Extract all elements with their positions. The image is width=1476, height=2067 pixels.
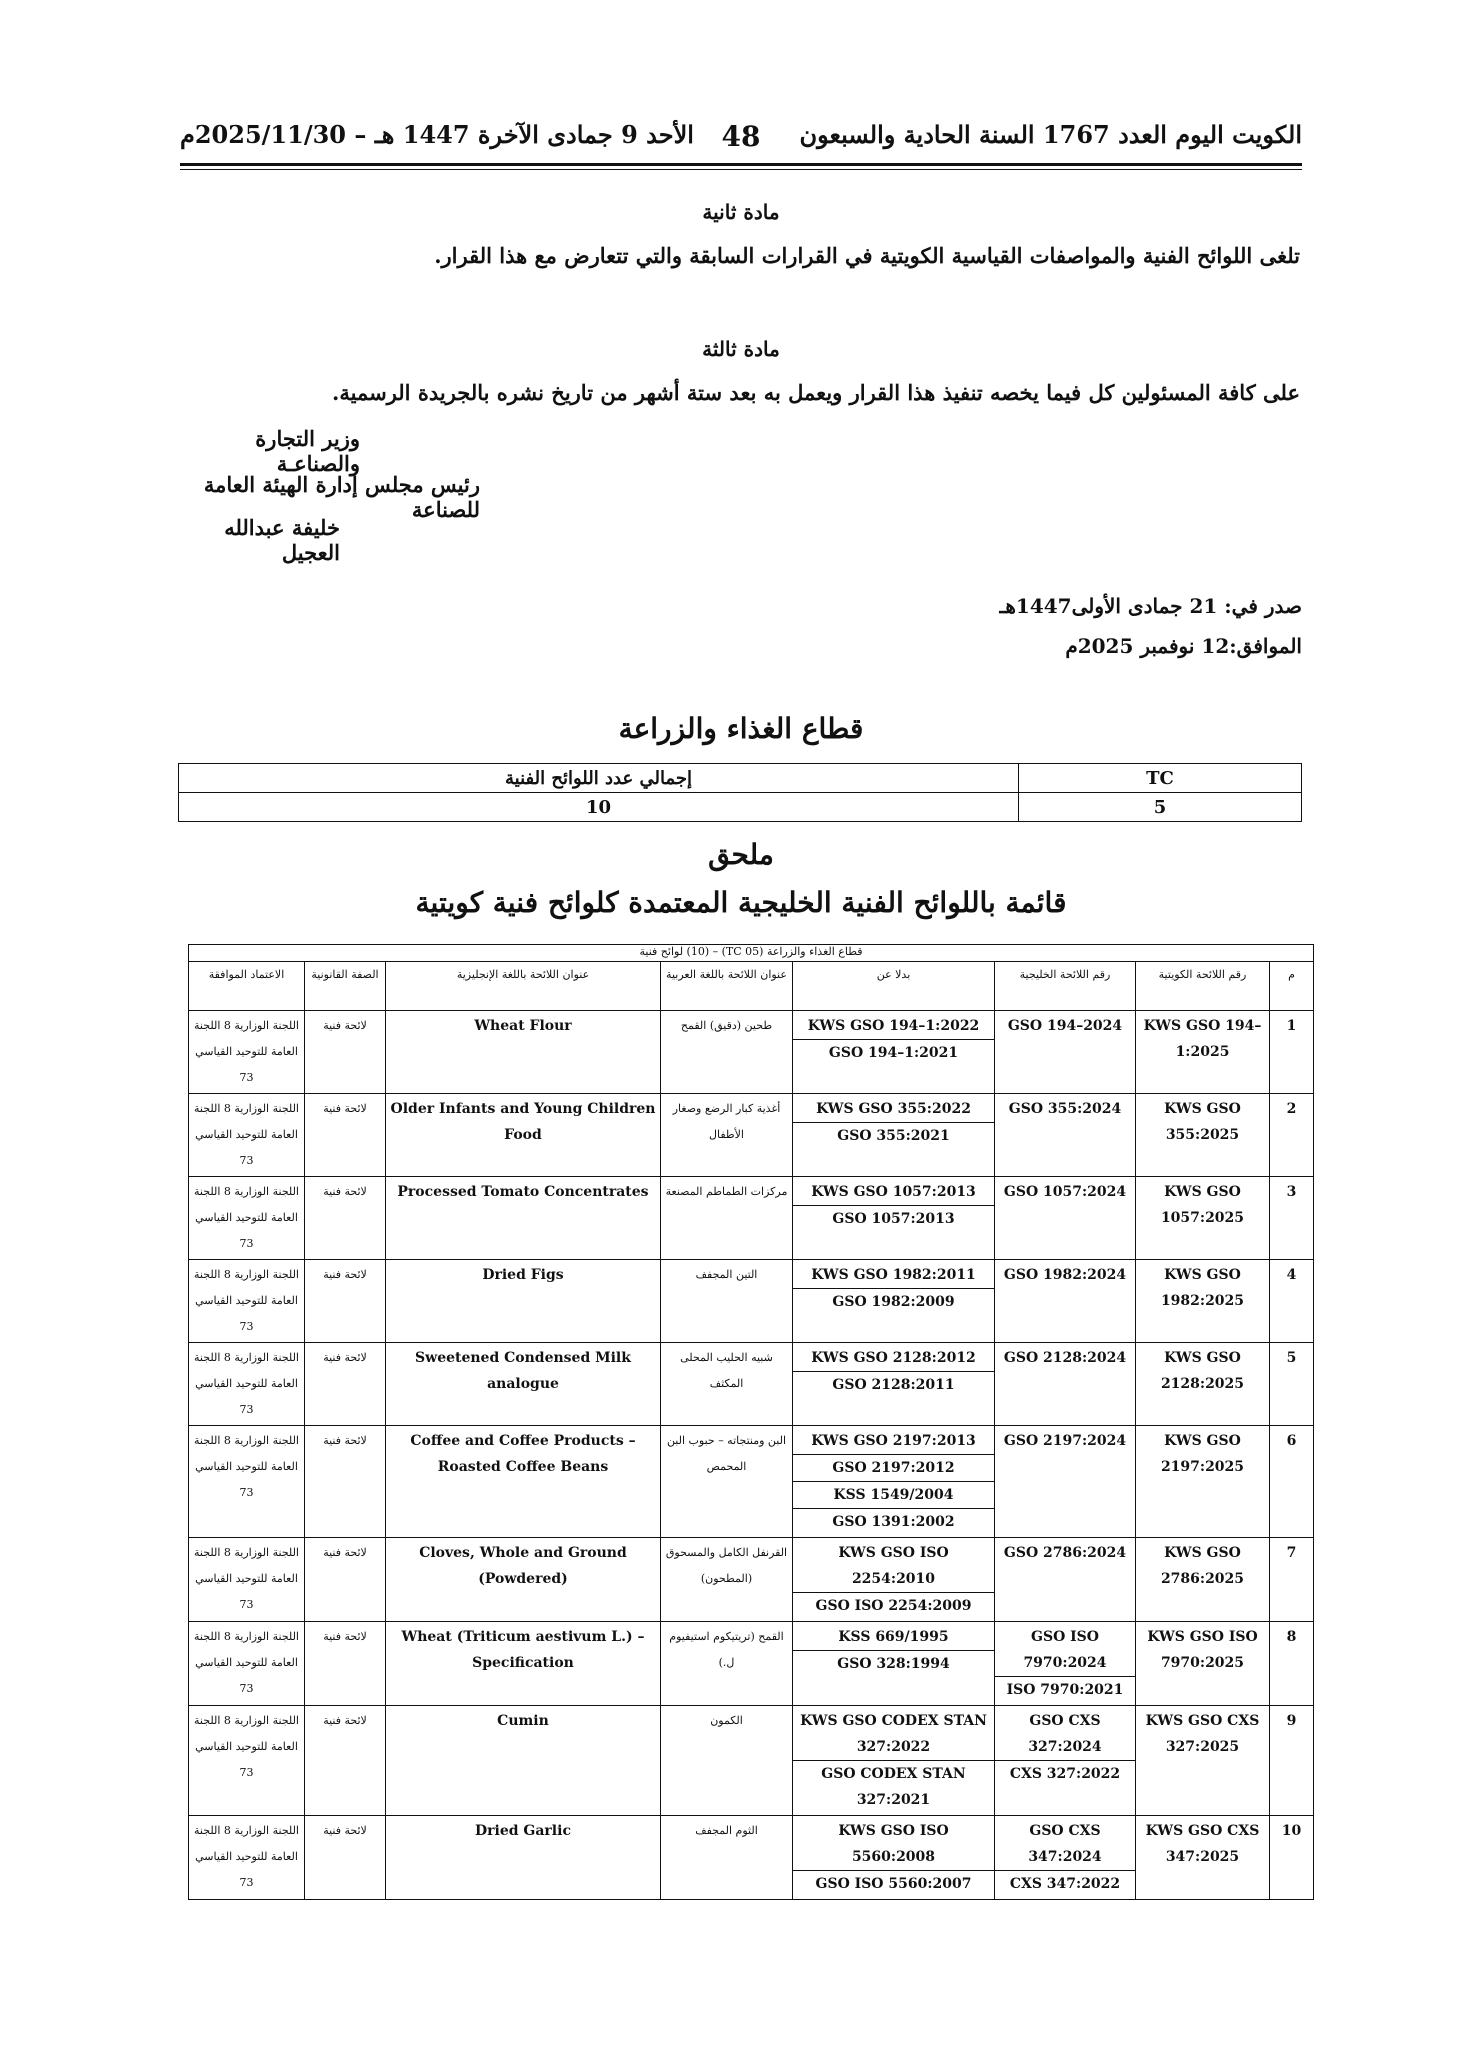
row-title-english: Sweetened Condensed Milk analogue bbox=[386, 1343, 661, 1426]
row-kuwait-number: KWS GSO 1057:2025 bbox=[1136, 1177, 1270, 1260]
row-serial: 9 bbox=[1270, 1706, 1314, 1816]
header-col-approval: الاعتماد الموافقة bbox=[189, 962, 305, 1011]
row-gulf-number bbox=[995, 1706, 1136, 1816]
header-col-serial: م bbox=[1270, 962, 1314, 1011]
row-serial: 4 bbox=[1270, 1260, 1314, 1343]
row-instead-of bbox=[793, 1177, 995, 1260]
row-instead-of-entry: KWS GSO 194–1:2022 bbox=[807, 1018, 980, 1034]
header-col-title-english: عنوان اللائحة باللغة الإنجليزية bbox=[386, 962, 661, 1011]
row-serial: 8 bbox=[1270, 1622, 1314, 1706]
row-title-english: Dried Figs bbox=[386, 1260, 661, 1343]
row-instead-of-entry: KSS 669/1995 bbox=[838, 1629, 949, 1645]
row-legal-status: لائحة فنية bbox=[305, 1538, 386, 1622]
row-kuwait-number: KWS GSO ISO 7970:2025 bbox=[1136, 1622, 1270, 1706]
row-instead-of bbox=[793, 1538, 995, 1622]
row-gulf-number-entry: ISO 7970:2021 bbox=[995, 1676, 1135, 1703]
row-instead-of-entry: GSO 2128:2011 bbox=[793, 1371, 994, 1398]
signature-position: رئيس مجلس إدارة الهيئة العامة للصناعة bbox=[203, 472, 480, 522]
row-instead-of bbox=[793, 1094, 995, 1177]
issue-date-gregorian: الموافق:12 نوفمبر 2025م bbox=[1065, 634, 1302, 658]
table-row bbox=[189, 1094, 1314, 1177]
header-col-instead-of: بدلا عن bbox=[793, 962, 995, 1011]
row-instead-of-entry: GSO 2197:2012 bbox=[793, 1454, 994, 1481]
row-approval: اللجنة الوزارية 8 اللجنة العامة للتوحيد القياسي 73 bbox=[189, 1538, 305, 1622]
page-number: 48 bbox=[721, 120, 761, 153]
table-row bbox=[189, 1706, 1314, 1816]
row-serial: 5 bbox=[1270, 1343, 1314, 1426]
row-approval: اللجنة الوزارية 8 اللجنة العامة للتوحيد القياسي 73 bbox=[189, 1816, 305, 1900]
sector-title: قطاع الغذاء والزراعة bbox=[618, 712, 864, 745]
row-gulf-number: GSO 2128:2024 bbox=[995, 1343, 1136, 1426]
table-row bbox=[189, 1177, 1314, 1260]
row-approval: اللجنة الوزارية 8 اللجنة العامة للتوحيد القياسي 73 bbox=[189, 1177, 305, 1260]
row-approval: اللجنة الوزارية 8 اللجنة العامة للتوحيد القياسي 73 bbox=[189, 1706, 305, 1816]
row-title-english: Processed Tomato Concentrates bbox=[386, 1177, 661, 1260]
annex-subtitle: قائمة باللوائح الفنية الخليجية المعتمدة كلوائح فنية كويتية bbox=[415, 886, 1067, 919]
row-kuwait-number: KWS GSO 355:2025 bbox=[1136, 1094, 1270, 1177]
row-instead-of-entry: KWS GSO 355:2022 bbox=[816, 1101, 971, 1117]
row-legal-status: لائحة فنية bbox=[305, 1177, 386, 1260]
row-gulf-number-entry: CXS 327:2022 bbox=[995, 1760, 1135, 1787]
row-legal-status: لائحة فنية bbox=[305, 1260, 386, 1343]
row-instead-of-entry: KWS GSO ISO 2254:2010 bbox=[838, 1545, 949, 1587]
row-instead-of bbox=[793, 1816, 995, 1900]
row-title-arabic: أغذية كبار الرضع وصغار الأطفال bbox=[661, 1094, 793, 1177]
row-gulf-number bbox=[995, 1622, 1136, 1706]
row-title-english: Cumin bbox=[386, 1706, 661, 1816]
table-row bbox=[189, 1260, 1314, 1343]
row-gulf-number-entry: CXS 347:2022 bbox=[995, 1870, 1135, 1897]
row-instead-of bbox=[793, 1343, 995, 1426]
row-title-arabic: شبيه الحليب المحلى المكثف bbox=[661, 1343, 793, 1426]
article-3-title: مادة ثالثة bbox=[702, 337, 780, 361]
row-instead-of-entry: GSO 1057:2013 bbox=[793, 1205, 994, 1232]
header-col-legal-status: الصفة القانونية bbox=[305, 962, 386, 1011]
row-kuwait-number: KWS GSO 194–1:2025 bbox=[1136, 1011, 1270, 1094]
row-instead-of-entry: KWS GSO 2197:2013 bbox=[811, 1433, 976, 1449]
row-title-arabic: القرنفل الكامل والمسحوق (المطحون) bbox=[661, 1538, 793, 1622]
summary-header-tc: TC bbox=[1019, 764, 1302, 793]
row-approval: اللجنة الوزارية 8 اللجنة العامة للتوحيد القياسي 73 bbox=[189, 1260, 305, 1343]
row-instead-of-entry: GSO 194–1:2021 bbox=[793, 1039, 994, 1066]
signature-title: وزير التجارة والصناعـة bbox=[255, 426, 360, 476]
row-serial: 3 bbox=[1270, 1177, 1314, 1260]
row-gulf-number: GSO 1057:2024 bbox=[995, 1177, 1136, 1260]
header-col-title-arabic: عنوان اللائحة باللغة العربية bbox=[661, 962, 793, 1011]
row-title-arabic: طحين (دقيق) القمح bbox=[661, 1011, 793, 1094]
issue-date-hijri: صدر في: 21 جمادى الأولى1447هـ bbox=[999, 594, 1302, 618]
summary-value-total: 10 bbox=[179, 793, 1019, 822]
header-rule bbox=[180, 163, 1302, 166]
row-approval: اللجنة الوزارية 8 اللجنة العامة للتوحيد القياسي 73 bbox=[189, 1094, 305, 1177]
row-instead-of bbox=[793, 1260, 995, 1343]
page-header bbox=[180, 120, 1302, 160]
row-instead-of-entry: GSO 1982:2009 bbox=[793, 1288, 994, 1315]
row-legal-status: لائحة فنية bbox=[305, 1011, 386, 1094]
row-serial: 2 bbox=[1270, 1094, 1314, 1177]
row-legal-status: لائحة فنية bbox=[305, 1094, 386, 1177]
row-title-english: Wheat (Triticum aestivum L.) – Specification bbox=[386, 1622, 661, 1706]
table-row bbox=[189, 1343, 1314, 1426]
row-title-english: Older Infants and Young Children Food bbox=[386, 1094, 661, 1177]
row-title-arabic: الثوم المجفف bbox=[661, 1816, 793, 1900]
row-instead-of-entry: GSO 328:1994 bbox=[793, 1650, 994, 1677]
row-serial: 1 bbox=[1270, 1011, 1314, 1094]
row-instead-of-entry: KWS GSO 2128:2012 bbox=[811, 1350, 976, 1366]
header-col-kuwait-number: رقم اللائحة الكويتية bbox=[1136, 962, 1270, 1011]
row-gulf-number: GSO 355:2024 bbox=[995, 1094, 1136, 1177]
row-instead-of-entry: KSS 1549/2004 bbox=[793, 1481, 994, 1508]
row-instead-of-entry: GSO 355:2021 bbox=[793, 1122, 994, 1149]
row-gulf-number bbox=[995, 1816, 1136, 1900]
row-title-arabic: القمح (تريتيكوم استيفيوم ل.) bbox=[661, 1622, 793, 1706]
article-3-text: على كافة المسئولين كل فيما يخصه تنفيذ هذا القرار ويعمل به بعد ستة أشهر من تاريخ نشره بالجريدة الرسمية. bbox=[332, 380, 1300, 405]
row-instead-of-entry: KWS GSO CODEX STAN 327:2022 bbox=[800, 1713, 987, 1755]
row-instead-of-entry: GSO CODEX STAN 327:2021 bbox=[793, 1760, 994, 1813]
table-row bbox=[189, 1011, 1314, 1094]
row-instead-of bbox=[793, 1622, 995, 1706]
row-legal-status: لائحة فنية bbox=[305, 1706, 386, 1816]
article-2-title: مادة ثانية bbox=[702, 200, 780, 224]
row-title-arabic: الكمون bbox=[661, 1706, 793, 1816]
row-instead-of-entry: GSO ISO 5560:2007 bbox=[793, 1870, 994, 1897]
row-gulf-number: GSO 194–2024 bbox=[995, 1011, 1136, 1094]
row-kuwait-number: KWS GSO 2786:2025 bbox=[1136, 1538, 1270, 1622]
row-title-english: Dried Garlic bbox=[386, 1816, 661, 1900]
row-legal-status: لائحة فنية bbox=[305, 1816, 386, 1900]
row-gulf-number-entry: GSO CXS 347:2024 bbox=[1028, 1823, 1102, 1865]
table-row bbox=[189, 1816, 1314, 1900]
article-2-text: تلغى اللوائح الفنية والمواصفات القياسية الكويتية في القرارات السابقة والتي تتعارض مع هذا القرار. bbox=[434, 243, 1300, 268]
row-kuwait-number: KWS GSO 2197:2025 bbox=[1136, 1426, 1270, 1538]
row-serial: 7 bbox=[1270, 1538, 1314, 1622]
row-gulf-number: GSO 2786:2024 bbox=[995, 1538, 1136, 1622]
row-serial: 10 bbox=[1270, 1816, 1314, 1900]
row-serial: 6 bbox=[1270, 1426, 1314, 1538]
table-row bbox=[189, 1622, 1314, 1706]
row-kuwait-number: KWS GSO CXS 347:2025 bbox=[1136, 1816, 1270, 1900]
row-title-english: Wheat Flour bbox=[386, 1011, 661, 1094]
table-row bbox=[189, 1426, 1314, 1538]
row-instead-of-entry: GSO 1391:2002 bbox=[793, 1508, 994, 1535]
row-kuwait-number: KWS GSO CXS 327:2025 bbox=[1136, 1706, 1270, 1816]
annex-title: ملحق bbox=[708, 838, 774, 871]
summary-header-total: إجمالي عدد اللوائح الفنية bbox=[179, 764, 1019, 793]
row-instead-of bbox=[793, 1706, 995, 1816]
row-approval: اللجنة الوزارية 8 اللجنة العامة للتوحيد القياسي 73 bbox=[189, 1426, 305, 1538]
row-instead-of bbox=[793, 1011, 995, 1094]
row-approval: اللجنة الوزارية 8 اللجنة العامة للتوحيد القياسي 73 bbox=[189, 1343, 305, 1426]
row-title-english: Coffee and Coffee Products – Roasted Coffee Beans bbox=[386, 1426, 661, 1538]
table-row bbox=[189, 1538, 1314, 1622]
row-kuwait-number: KWS GSO 2128:2025 bbox=[1136, 1343, 1270, 1426]
row-legal-status: لائحة فنية bbox=[305, 1426, 386, 1538]
row-instead-of-entry: GSO ISO 2254:2009 bbox=[793, 1592, 994, 1619]
row-title-arabic: البن ومنتجاته – حبوب البن المحمص bbox=[661, 1426, 793, 1538]
row-title-arabic: مركزات الطماطم المصنعة bbox=[661, 1177, 793, 1260]
row-instead-of-entry: KWS GSO ISO 5560:2008 bbox=[838, 1823, 949, 1865]
row-gulf-number: GSO 1982:2024 bbox=[995, 1260, 1136, 1343]
row-approval: اللجنة الوزارية 8 اللجنة العامة للتوحيد القياسي 73 bbox=[189, 1622, 305, 1706]
row-instead-of-entry: KWS GSO 1982:2011 bbox=[811, 1267, 976, 1283]
header-issue: الكويت اليوم العدد 1767 السنة الحادية والسبعون bbox=[799, 120, 1302, 149]
row-gulf-number: GSO 2197:2024 bbox=[995, 1426, 1136, 1538]
row-legal-status: لائحة فنية bbox=[305, 1343, 386, 1426]
row-kuwait-number: KWS GSO 1982:2025 bbox=[1136, 1260, 1270, 1343]
row-instead-of bbox=[793, 1426, 995, 1538]
row-legal-status: لائحة فنية bbox=[305, 1622, 386, 1706]
row-gulf-number-entry: GSO CXS 327:2024 bbox=[1028, 1713, 1102, 1755]
sector-summary-table bbox=[178, 763, 1302, 822]
signature-name: خليفة عبدالله العجيل bbox=[224, 515, 340, 565]
header-rule-thin bbox=[180, 169, 1302, 170]
summary-value-tc: 5 bbox=[1019, 793, 1302, 822]
row-title-arabic: التين المجفف bbox=[661, 1260, 793, 1343]
row-title-english: Cloves, Whole and Ground (Powdered) bbox=[386, 1538, 661, 1622]
table-caption: قطاع الغذاء والزراعة (TC 05) – (10) لوائح فنية bbox=[189, 945, 1314, 962]
header-col-gulf-number: رقم اللائحة الخليجية bbox=[995, 962, 1136, 1011]
row-approval: اللجنة الوزارية 8 اللجنة العامة للتوحيد القياسي 73 bbox=[189, 1011, 305, 1094]
row-gulf-number-entry: GSO ISO 7970:2024 bbox=[1023, 1629, 1107, 1671]
header-date: الأحد 9 جمادى الآخرة 1447 هـ – 2025/11/30م bbox=[180, 120, 694, 149]
row-instead-of-entry: KWS GSO 1057:2013 bbox=[811, 1184, 976, 1200]
regulations-table bbox=[188, 944, 1314, 1900]
